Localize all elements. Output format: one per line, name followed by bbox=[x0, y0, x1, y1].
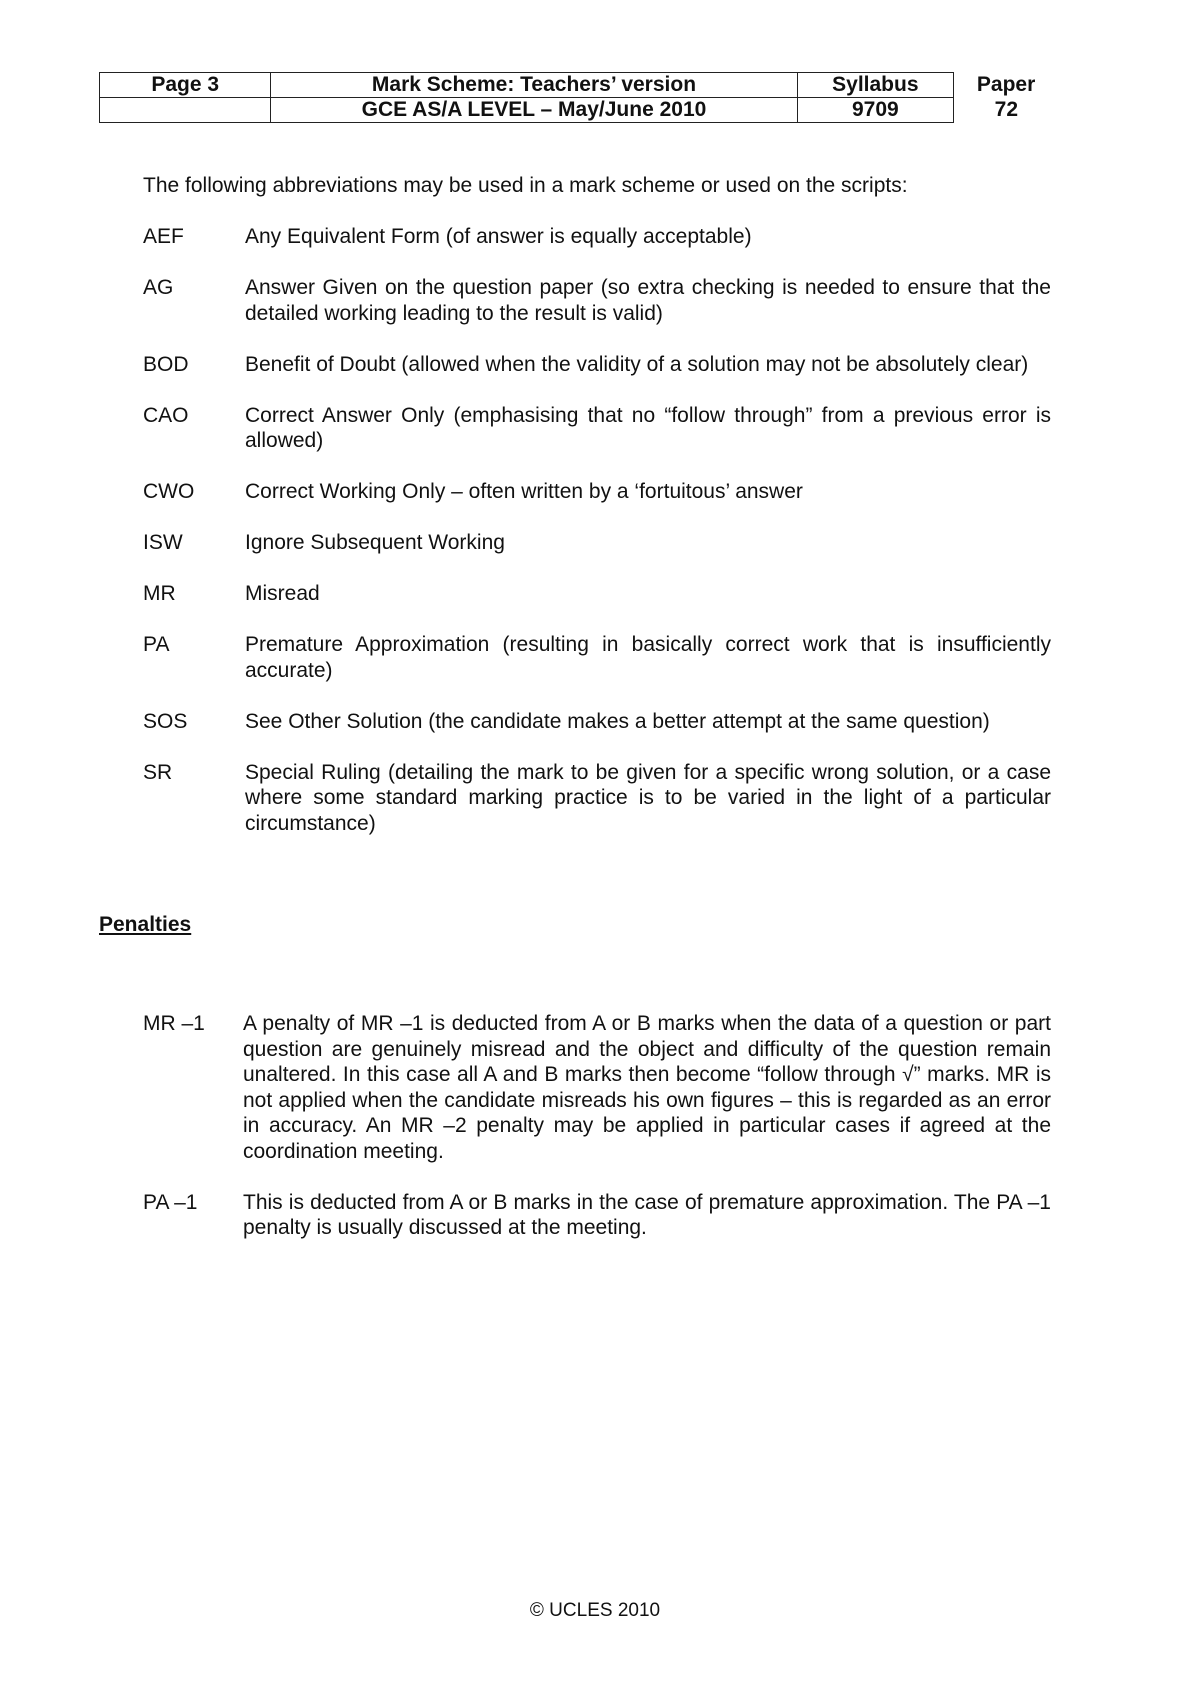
list-item bbox=[143, 479, 1051, 505]
abbreviation-description: See Other Solution (the candidate makes a better attempt at the same question) bbox=[245, 709, 990, 733]
abbreviation-code: MR bbox=[143, 582, 176, 605]
list-item bbox=[143, 275, 1051, 326]
header-table bbox=[99, 72, 1059, 123]
abbreviation-code: PA bbox=[143, 633, 170, 656]
penalty-description: A penalty of MR –1 is deducted from A or B marks when the data of a question or part question are genuinely misread and the object and difficulty of the question remain unaltered. In this case all A and B marks then become “follow through √” marks. MR is not applied when the candidate misreads his own figures – this is regarded as an error in accuracy. An MR –2 penalty may be applied in particular cases if agreed at the coordination meeting. bbox=[243, 1012, 1051, 1163]
exam-session: GCE AS/A LEVEL – May/June 2010 bbox=[271, 98, 797, 123]
abbreviation-description: Premature Approximation (resulting in basically correct work that is insufficiently accurate) bbox=[245, 633, 1051, 682]
copyright-footer: © UCLES 2010 bbox=[529, 1600, 661, 1621]
list-item bbox=[143, 581, 1051, 607]
empty-cell bbox=[100, 98, 271, 123]
abbreviation-description: Ignore Subsequent Working bbox=[245, 531, 505, 554]
header-row-1 bbox=[100, 73, 1059, 98]
abbreviation-description: Correct Answer Only (emphasising that no “follow through” from a previous error is allowed) bbox=[245, 403, 1051, 452]
abbreviation-code: SR bbox=[143, 760, 173, 784]
abbreviation-code: ISW bbox=[143, 531, 183, 554]
header-row-2 bbox=[100, 98, 1059, 123]
list-item bbox=[143, 352, 1051, 378]
document-title: Mark Scheme: Teachers’ version bbox=[271, 73, 797, 98]
penalties-heading: Penalties bbox=[99, 913, 192, 936]
list-item bbox=[143, 1190, 1051, 1241]
paper-number: 72 bbox=[994, 98, 1019, 121]
abbreviation-description: Misread bbox=[245, 582, 320, 605]
abbreviation-description: Any Equivalent Form (of answer is equally acceptable) bbox=[245, 225, 752, 248]
page-number: Page 3 bbox=[100, 73, 271, 98]
abbreviation-list bbox=[143, 224, 1051, 862]
penalty-code: PA –1 bbox=[143, 1190, 198, 1214]
paper-label: Paper bbox=[976, 73, 1036, 96]
abbreviation-code: BOD bbox=[143, 352, 189, 376]
penalty-description: This is deducted from A or B marks in the case of premature approximation. The PA –1 penalty is usually discussed at the meeting. bbox=[243, 1190, 1051, 1239]
list-item bbox=[143, 632, 1051, 683]
list-item bbox=[143, 709, 1051, 735]
penalty-code: MR –1 bbox=[143, 1012, 205, 1035]
abbreviation-code: CAO bbox=[143, 403, 189, 427]
list-item bbox=[143, 403, 1051, 454]
list-item bbox=[143, 760, 1051, 837]
intro-text: The following abbreviations may be used in a mark scheme or used on the scripts: bbox=[143, 174, 908, 197]
abbreviation-code: CWO bbox=[143, 480, 195, 503]
syllabus-code: 9709 bbox=[797, 98, 954, 123]
penalty-list bbox=[143, 1011, 1051, 1266]
abbreviation-description: Special Ruling (detailing the mark to be given for a specific wrong solution, or a case where some standard marking practice is to be varied in the light of a particular circumstance) bbox=[245, 760, 1051, 835]
abbreviation-description: Benefit of Doubt (allowed when the validity of a solution may not be absolutely clear) bbox=[245, 352, 1029, 376]
abbreviation-description: Answer Given on the question paper (so extra checking is needed to ensure that the detailed working leading to the result is valid) bbox=[245, 276, 1051, 325]
syllabus-label: Syllabus bbox=[797, 73, 954, 98]
abbreviation-code: SOS bbox=[143, 709, 188, 733]
abbreviation-code: AEF bbox=[143, 225, 184, 248]
list-item bbox=[143, 224, 1051, 250]
list-item bbox=[143, 1011, 1051, 1164]
abbreviation-description: Correct Working Only – often written by a ‘fortuitous’ answer bbox=[245, 480, 803, 503]
abbreviation-code: AG bbox=[143, 276, 174, 299]
list-item bbox=[143, 530, 1051, 556]
